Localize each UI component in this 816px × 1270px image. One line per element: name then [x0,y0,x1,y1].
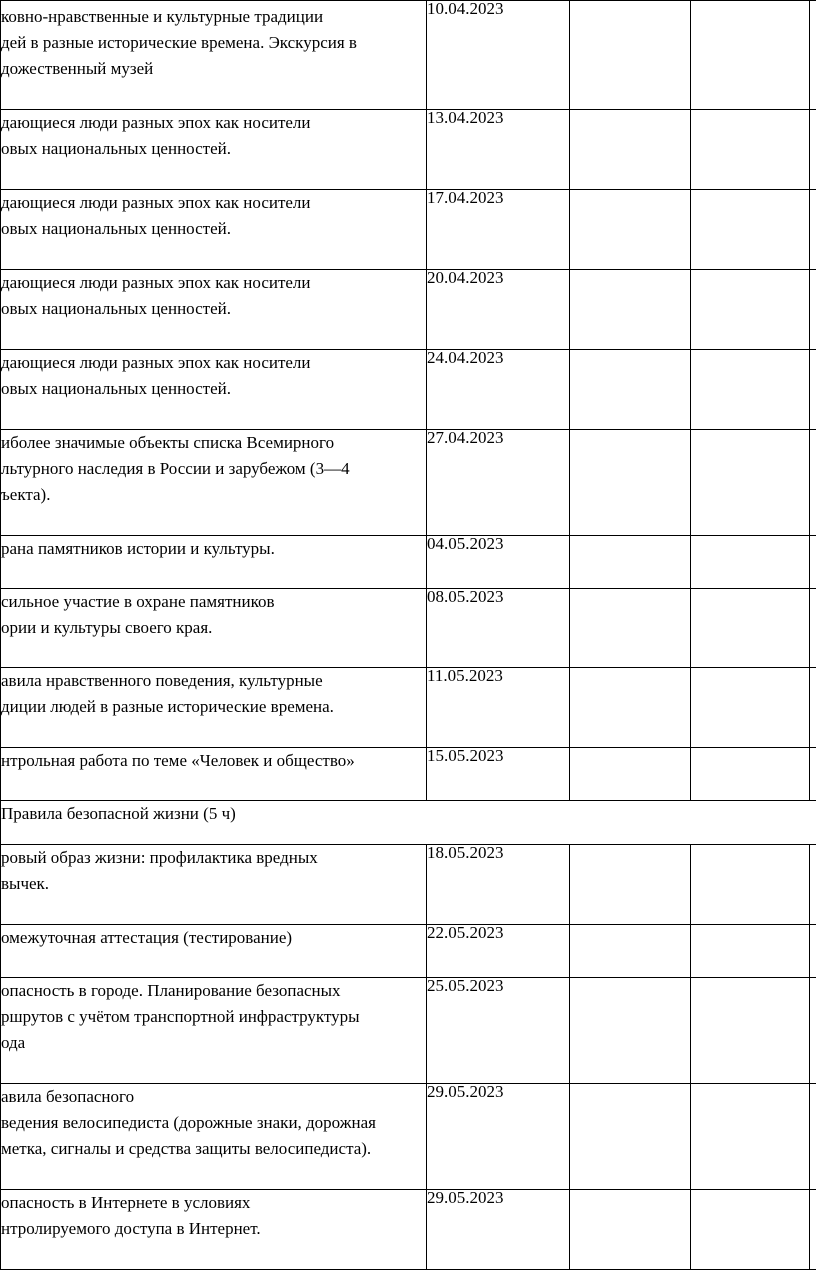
date-cell: 10.04.2023 [427,1,570,110]
empty-cell [691,190,810,270]
date-cell: 29.05.2023 [427,1190,570,1270]
empty-cell [570,1190,691,1270]
table-row [1,589,816,668]
date-cell: 13.04.2023 [427,110,570,190]
table-row [1,190,816,270]
empty-cell [810,845,816,925]
topic-cell: омежуточная аттестация (тестирование) [1,925,427,978]
empty-cell [810,190,816,270]
date-cell: 25.05.2023 [427,978,570,1084]
empty-cell [570,1,691,110]
table-row [1,536,816,589]
topic-cell: дающиеся люди разных эпох как носители овых национальных ценностей. [1,110,427,190]
topic-cell: дающиеся люди разных эпох как носители овых национальных ценностей. [1,350,427,430]
topic-cell: иболее значимые объекты списка Всемирного льтурного наследия в России и зарубежом (3—4 ъекта). [1,430,427,536]
empty-cell [691,350,810,430]
empty-cell [810,925,816,978]
empty-cell [570,748,691,801]
empty-cell [570,430,691,536]
empty-cell [810,1084,816,1190]
empty-cell [691,978,810,1084]
empty-cell [570,190,691,270]
empty-cell [810,350,816,430]
empty-cell [810,1,816,110]
empty-cell [691,1084,810,1190]
topic-cell: дающиеся люди разных эпох как носители овых национальных ценностей. [1,190,427,270]
empty-cell [570,270,691,350]
section-row [1,801,816,845]
empty-cell [570,589,691,668]
empty-cell [570,845,691,925]
empty-cell [691,845,810,925]
empty-cell [570,978,691,1084]
table-row [1,978,816,1084]
table-row [1,1190,816,1270]
empty-cell [810,536,816,589]
table-row [1,925,816,978]
topic-cell: опасность в городе. Планирование безопасных ршрутов с учётом транспортной инфраструктуры ода [1,978,427,1084]
empty-cell [810,748,816,801]
table-row [1,668,816,748]
empty-cell [691,1,810,110]
empty-cell [570,925,691,978]
empty-cell [810,1190,816,1270]
empty-cell [570,350,691,430]
date-cell: 15.05.2023 [427,748,570,801]
topic-cell: дающиеся люди разных эпох как носители овых национальных ценностей. [1,270,427,350]
table-row [1,270,816,350]
date-cell: 24.04.2023 [427,350,570,430]
table-row [1,350,816,430]
empty-cell [691,110,810,190]
empty-cell [691,536,810,589]
topic-cell: опасность в Интернете в условиях нтролируемого доступа в Интернет. [1,1190,427,1270]
empty-cell [810,589,816,668]
topic-cell: сильное участие в охране памятников ории и культуры своего края. [1,589,427,668]
empty-cell [691,925,810,978]
table-row [1,430,816,536]
empty-cell [570,536,691,589]
date-cell: 11.05.2023 [427,668,570,748]
topic-cell: ковно-нравственные и культурные традиции дей в разные исторические времена. Экскурсия в дожественный музей [1,1,427,110]
topic-cell: нтрольная работа по теме «Человек и общество» [1,748,427,801]
empty-cell [691,270,810,350]
date-cell: 27.04.2023 [427,430,570,536]
topic-cell: авила нравственного поведения, культурные диции людей в разные исторические времена. [1,668,427,748]
table-row [1,845,816,925]
empty-cell [691,668,810,748]
date-cell: 29.05.2023 [427,1084,570,1190]
table-row [1,1,816,110]
table-row [1,110,816,190]
topic-cell: ровый образ жизни: профилактика вредных вычек. [1,845,427,925]
empty-cell [810,668,816,748]
section-heading: Правила безопасной жизни (5 ч) [1,801,816,845]
empty-cell [810,978,816,1084]
empty-cell [570,1084,691,1190]
empty-cell [810,430,816,536]
table-row [1,748,816,801]
empty-cell [570,110,691,190]
date-cell: 18.05.2023 [427,845,570,925]
date-cell: 20.04.2023 [427,270,570,350]
table-row [1,1084,816,1190]
empty-cell [691,1190,810,1270]
empty-cell [691,589,810,668]
empty-cell [810,270,816,350]
topic-cell: рана памятников истории и культуры. [1,536,427,589]
date-cell: 22.05.2023 [427,925,570,978]
date-cell: 08.05.2023 [427,589,570,668]
empty-cell [570,668,691,748]
empty-cell [691,430,810,536]
date-cell: 04.05.2023 [427,536,570,589]
empty-cell [691,748,810,801]
empty-cell [810,110,816,190]
date-cell: 17.04.2023 [427,190,570,270]
topic-cell: авила безопасного ведения велосипедиста (дорожные знаки, дорожная метка, сигналы и средства защиты велосипедиста). [1,1084,427,1190]
